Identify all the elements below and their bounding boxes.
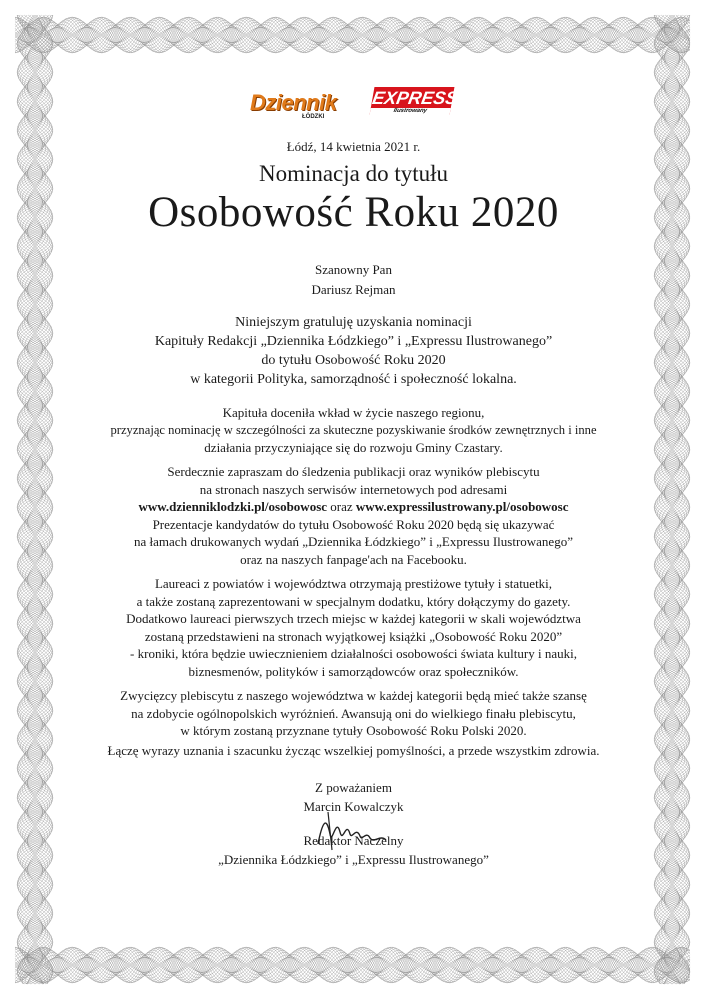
- paragraph-line: biznesmenów, polityków i samorządowców oraz społeczników.: [188, 663, 519, 679]
- paragraph-line: Zwycięzcy plebiscytu z naszego województwa w każdej kategorii będą mieć także szansę: [120, 688, 587, 703]
- paragraph-line: Kapituła doceniła wkład w życie naszego regionu,: [222, 405, 485, 420]
- paragraph-line: w kategorii Polityka, samorządność i społeczność lokalna.: [190, 372, 517, 387]
- paragraph-line: Laureaci z powiatów i województwa otrzymają prestiżowe tytuły i statuetki,: [154, 576, 553, 591]
- letter-date: Łódź, 14 kwietnia 2021 r.: [286, 139, 421, 154]
- nomination-heading: Nominacja do tytułu: [258, 161, 449, 186]
- express-ilustrowany-logo: [370, 87, 460, 115]
- paragraph-line: do tytułu Osobowość Roku 2020: [261, 353, 446, 368]
- paragraph-line: na łamach drukowanych wydań „Dziennika Łódzkiego” i „Expressu Ilustrowanego”: [134, 534, 573, 549]
- paragraph-line: w którym zostaną przyznane tytuły Osobowość Roku Polski 2020.: [180, 723, 527, 738]
- logo-bar: [80, 84, 627, 124]
- dziennik-lodzki-logo: Dziennik: [250, 90, 337, 115]
- express-logo-sub: Ilustrowany: [370, 108, 451, 115]
- paragraph-line: Prezentacje kandydatów do tytułu Osobowość Roku 2020 będą się ukazywać: [152, 516, 555, 532]
- paragraph-line: Kapituły Redakcji „Dziennika Łódzkiego” i „Expressu Ilustrowanego”: [154, 334, 553, 349]
- closing-phrase: Z poważaniem: [315, 780, 392, 795]
- paragraph-line: działania przyczyniające się do rozwoju Gminy Czastary.: [204, 440, 503, 455]
- justification-paragraph: [80, 404, 627, 457]
- greeting: [80, 260, 627, 300]
- paragraph-line: zostaną przedstawieni na stronach wyjątkowej książki „Osobowość Roku 2020”: [144, 628, 563, 644]
- congratulation-paragraph: [80, 313, 627, 389]
- paragraph-line: Serdecznie zapraszam do śledzenia publikacji oraz wyników plebiscytu: [167, 464, 540, 479]
- paragraph-line: Łączę wyrazy uznania i szacunku życząc wszelkiej pomyślności, a przede wszystkim zdrowia.: [107, 743, 600, 758]
- winners-paragraph: [80, 687, 627, 740]
- editor-organization: „Dziennika Łódzkiego” i „Expressu Ilustrowanego”: [218, 852, 489, 867]
- paragraph-line: a także zostaną zaprezentowani w specjalnym dodatku, który dołączymy do gazety.: [136, 593, 571, 609]
- paragraph-line: oraz na naszych fanpage'ach na Facebooku.: [240, 551, 467, 567]
- invitation-paragraph: [80, 463, 627, 568]
- paragraph-line: na zdobycie ogólnopolskich wyróżnień. Awansują oni do wielkiego finału plebiscytu,: [131, 705, 576, 721]
- certificate-body: [80, 0, 627, 1000]
- editor-role: Redaktor Naczelny: [303, 833, 404, 848]
- award-title: Osobowość Roku 2020: [148, 189, 559, 236]
- paragraph-line: Niniejszym gratuluję uzyskania nominacji: [235, 315, 472, 330]
- paragraph-line: na stronach naszych serwisów internetowych pod adresami: [199, 481, 508, 497]
- recipient-name: Dariusz Rejman: [311, 282, 396, 297]
- dziennik-lodzki-logo-sub: ŁÓDZKI: [302, 114, 325, 120]
- laureates-paragraph: [80, 575, 627, 680]
- dzienniklodzki-link[interactable]: www.dzienniklodzki.pl/osobowosc: [138, 499, 328, 514]
- expressilustrowany-link[interactable]: www.expressilustrowany.pl/osobowosc: [355, 499, 569, 514]
- url-line: [80, 498, 627, 516]
- paragraph-line: - kroniki, która będzie uwiecznieniem działalności osobowości świata kultury i nauki,: [130, 646, 577, 661]
- signer-name: Marcin Kowalczyk: [303, 799, 404, 814]
- salutation: Szanowny Pan: [315, 262, 392, 277]
- regards-paragraph: [80, 742, 627, 760]
- paragraph-line: przyznając nominację w szczególności za skuteczne pozyskiwanie środków zewnętrznych i inne: [110, 422, 597, 437]
- editor-role-block: [80, 831, 627, 869]
- express-logo-text: EXPRESS: [370, 88, 460, 108]
- paragraph-line: Dodatkowo laureaci pierwszych trzech miejsc w każdej kategorii w skali województwa: [126, 611, 581, 626]
- url-connector: oraz: [327, 499, 356, 514]
